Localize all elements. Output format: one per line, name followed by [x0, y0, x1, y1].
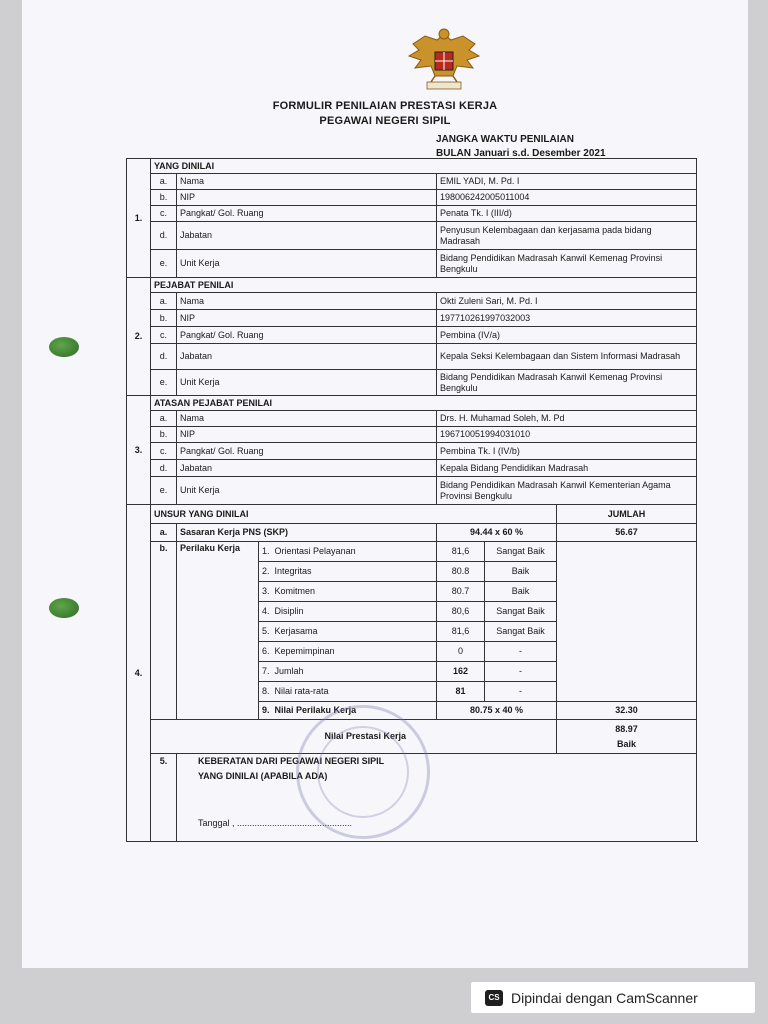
item-name: Disiplin [274, 606, 304, 616]
item-grade: Sangat Baik [485, 602, 557, 622]
jumlah-header: JUMLAH [557, 505, 697, 524]
item-no: 8. [262, 686, 270, 696]
row-label: Jabatan [177, 460, 437, 477]
item-grade: - [485, 642, 557, 662]
behavior-item [259, 602, 437, 622]
row-label: Nama [177, 293, 437, 310]
row-letter: a. [151, 293, 177, 310]
behavior-item-row [127, 542, 697, 562]
row-letter: d. [151, 222, 177, 250]
item-grade: - [485, 662, 557, 682]
row-letter: a. [151, 524, 177, 542]
skp-jumlah: 56.67 [557, 524, 697, 542]
behavior-item [259, 542, 437, 562]
table-row [127, 293, 697, 310]
row-value: EMIL YADI, M. Pd. I [437, 174, 697, 190]
table-row [127, 310, 697, 327]
tanggal-line: Tanggal , .............................................. [198, 818, 353, 828]
skp-label: Sasaran Kerja PNS (SKP) [177, 524, 437, 542]
section-title: ATASAN PEJABAT PENILAI [151, 396, 697, 411]
punch-hole [49, 598, 79, 618]
row-value: Pembina Tk. I (IV/b) [437, 443, 697, 460]
row-value: Bidang Pendidikan Madrasah Kanwil Kemenag Provinsi Bengkulu [437, 370, 697, 396]
behavior-item [259, 562, 437, 582]
section-number: 5. [151, 754, 177, 842]
item-name: Orientasi Pelayanan [274, 546, 356, 556]
garuda-emblem-icon [405, 26, 483, 96]
row-letter: c. [151, 443, 177, 460]
table-row [127, 327, 697, 344]
row-letter: b. [151, 542, 177, 720]
keberatan-cell [177, 754, 697, 842]
table-row [127, 344, 697, 370]
item-score: 80.8 [437, 562, 485, 582]
table-row [127, 411, 697, 427]
row-label: Jabatan [177, 222, 437, 250]
section-4-header [127, 505, 697, 524]
camscanner-text: Dipindai dengan CamScanner [511, 989, 698, 1006]
item-score: 80.7 [437, 582, 485, 602]
section-title: PEJABAT PENILAI [151, 278, 697, 293]
item-no: 1. [262, 546, 270, 556]
item-score: 80,6 [437, 602, 485, 622]
table-row [127, 370, 697, 396]
row-value: Pembina (IV/a) [437, 327, 697, 344]
row-value: 196710051994031010 [437, 427, 697, 443]
item-name: Nilai rata-rata [274, 686, 329, 696]
skp-formula: 94.44 x 60 % [437, 524, 557, 542]
nilai-perilaku-jumlah: 32.30 [557, 702, 697, 720]
row-value: 198006242005011004 [437, 190, 697, 206]
row-label: Jabatan [177, 344, 437, 370]
row-value: Kepala Bidang Pendidikan Madrasah [437, 460, 697, 477]
section-number: 3. [127, 396, 151, 505]
table-row [127, 222, 697, 250]
item-grade: Baik [485, 562, 557, 582]
table-row [127, 443, 697, 460]
empty-jumlah-cell [557, 542, 697, 702]
table-row [127, 460, 697, 477]
section-number: 1. [127, 159, 151, 278]
nilai-prestasi-label: Nilai Prestasi Kerja [151, 720, 557, 754]
item-name: Komitmen [274, 586, 316, 596]
row-letter: a. [151, 174, 177, 190]
form-title: FORMULIR PENILAIAN PRESTASI KERJA [272, 100, 498, 112]
row-letter: e. [151, 370, 177, 396]
row-letter: e. [151, 250, 177, 278]
row-value: Drs. H. Muhamad Soleh, M. Pd [437, 411, 697, 427]
item-score: 81 [437, 682, 485, 702]
nilai-prestasi-grade: Baik [617, 738, 637, 749]
section-number: 2. [127, 278, 151, 396]
row-label: NIP [177, 190, 437, 206]
section-3-header [127, 396, 697, 411]
row-letter: b. [151, 427, 177, 443]
row-label: Pangkat/ Gol. Ruang [177, 443, 437, 460]
nilai-prestasi-value: 88.97 [615, 723, 638, 734]
table-row [127, 427, 697, 443]
item-no: 7. [262, 666, 270, 676]
row-letter: a. [151, 411, 177, 427]
keberatan-subtitle: YANG DINILAI (APABILA ADA) [198, 771, 328, 781]
item-name: Integritas [274, 566, 312, 576]
item-name: Kepemimpinan [274, 646, 335, 656]
item-score: 162 [437, 662, 485, 682]
item-score: 0 [437, 642, 485, 662]
row-value: 197710261997032003 [437, 310, 697, 327]
item-name: Kerjasama [274, 626, 318, 636]
item-no: 9. [262, 705, 270, 715]
row-value: Penyusun Kelembagaan dan kerjasama pada bidang Madrasah [437, 222, 697, 250]
behavior-item [259, 662, 437, 682]
item-name: Jumlah [274, 666, 304, 676]
row-label: Unit Kerja [177, 250, 437, 278]
row-value: Bidang Pendidikan Madrasah Kanwil Kemenag Provinsi Bengkulu [437, 250, 697, 278]
row-letter: d. [151, 460, 177, 477]
row-value: Bidang Pendidikan Madrasah Kanwil Kementerian Agama Provinsi Bengkulu [437, 477, 697, 505]
row-label: Unit Kerja [177, 477, 437, 505]
row-letter: c. [151, 327, 177, 344]
table-row [127, 206, 697, 222]
camscanner-logo-icon: CS [485, 990, 503, 1006]
section-title: UNSUR YANG DINILAI [151, 505, 557, 524]
section-1-header [127, 159, 697, 174]
item-no: 3. [262, 586, 270, 596]
item-grade: Baik [485, 582, 557, 602]
table-row [127, 250, 697, 278]
table-row [127, 477, 697, 505]
item-grade: Sangat Baik [485, 542, 557, 562]
behavior-item [259, 622, 437, 642]
row-letter: d. [151, 344, 177, 370]
camscanner-watermark [471, 982, 755, 1013]
item-name: Nilai Perilaku Kerja [274, 705, 357, 715]
row-letter: b. [151, 190, 177, 206]
row-label: Unit Kerja [177, 370, 437, 396]
row-value: Kepala Seksi Kelembagaan dan Sistem Informasi Madrasah [437, 344, 697, 370]
row-label: Pangkat/ Gol. Ruang [177, 327, 437, 344]
item-no: 6. [262, 646, 270, 656]
behavior-item [259, 642, 437, 662]
row-label: Nama [177, 411, 437, 427]
form-subtitle: PEGAWAI NEGERI SIPIL [319, 115, 451, 127]
nilai-prestasi-cell [557, 720, 697, 754]
period-range: BULAN Januari s.d. Desember 2021 [436, 148, 606, 159]
row-label: NIP [177, 427, 437, 443]
row-label: NIP [177, 310, 437, 327]
official-stamp [296, 705, 430, 839]
row-value: Penata Tk. I (III/d) [437, 206, 697, 222]
item-no: 5. [262, 626, 270, 636]
period-heading: JANGKA WAKTU PENILAIAN [436, 134, 574, 145]
row-letter: e. [151, 477, 177, 505]
table-row [127, 190, 697, 206]
keberatan-title: KEBERATAN DARI PEGAWAI NEGERI SIPIL [198, 756, 385, 766]
item-score: 81,6 [437, 542, 485, 562]
row-value: Okti Zuleni Sari, M. Pd. I [437, 293, 697, 310]
item-grade: - [485, 682, 557, 702]
item-grade: Sangat Baik [485, 622, 557, 642]
behavior-item [259, 582, 437, 602]
perilaku-label: Perilaku Kerja [177, 542, 259, 720]
section-title: YANG DINILAI [151, 159, 697, 174]
section-number: 4. [127, 505, 151, 842]
nilai-perilaku-formula: 80.75 x 40 % [437, 702, 557, 720]
table-row [127, 174, 697, 190]
item-no: 2. [262, 566, 270, 576]
punch-hole [49, 337, 79, 357]
item-score: 81,6 [437, 622, 485, 642]
row-label: Pangkat/ Gol. Ruang [177, 206, 437, 222]
row-label: Nama [177, 174, 437, 190]
skp-row [127, 524, 697, 542]
item-no: 4. [262, 606, 270, 616]
behavior-item [259, 682, 437, 702]
row-letter: c. [151, 206, 177, 222]
section-2-header [127, 278, 697, 293]
row-letter: b. [151, 310, 177, 327]
